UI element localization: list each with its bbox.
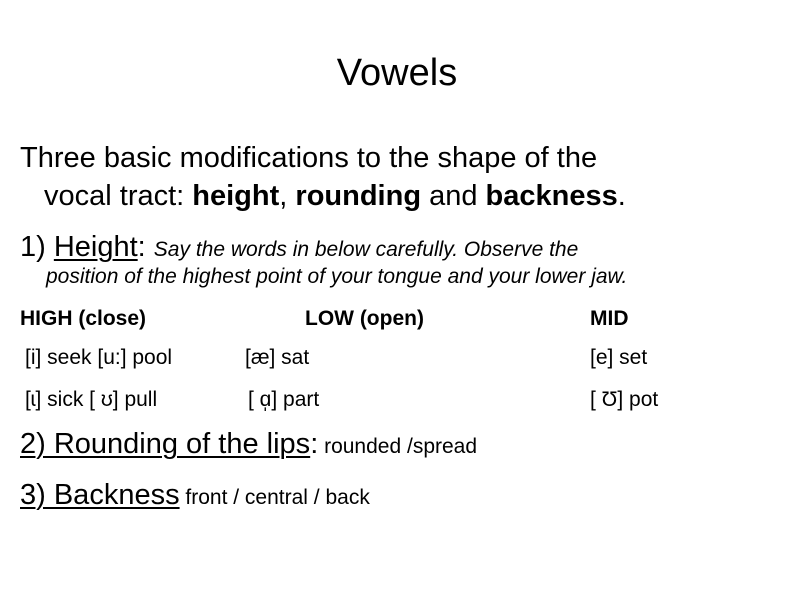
intro-period: . bbox=[617, 180, 626, 212]
section-height-line bbox=[20, 231, 578, 264]
section-backness-line bbox=[20, 479, 370, 512]
intro-line-1: Three basic modifications to the shape of the bbox=[20, 142, 598, 174]
section-rounding-line bbox=[20, 428, 477, 461]
column-header-low: LOW (open) bbox=[305, 307, 424, 330]
section-rounding-colon: : bbox=[310, 428, 319, 460]
section-height-instruction-1: Say the words in below carefully. Observe the bbox=[153, 238, 579, 261]
section-rounding-heading: 2) Rounding of the lips bbox=[20, 428, 311, 460]
term-backness: backness bbox=[485, 180, 618, 212]
intro-line-2 bbox=[44, 180, 626, 213]
section-height-instruction-2: position of the highest point of your tongue and your lower jaw. bbox=[46, 265, 628, 288]
section-backness-heading: 3) Backness bbox=[20, 479, 180, 511]
table-cell-mid-1: [e] set bbox=[590, 346, 648, 369]
table-cell-high-2: [ɩ] sick [ ʊ] pull bbox=[25, 388, 158, 411]
section-height-number: 1) bbox=[20, 231, 54, 263]
column-header-mid: MID bbox=[590, 307, 629, 330]
term-height: height bbox=[192, 180, 280, 212]
term-rounding: rounding bbox=[295, 180, 422, 212]
intro-prefix: vocal tract: bbox=[44, 180, 193, 212]
section-backness-note: front / central / back bbox=[179, 486, 370, 509]
section-height-colon: : bbox=[137, 231, 146, 263]
table-cell-low-2: [ ɑ̩] part bbox=[248, 388, 320, 411]
intro-and: and bbox=[421, 180, 486, 212]
table-cell-low-1: [æ] sat bbox=[245, 346, 310, 369]
column-header-high: HIGH (close) bbox=[20, 307, 147, 330]
section-rounding-note: rounded /spread bbox=[318, 435, 478, 458]
table-cell-mid-2: [ Ʊ] pot bbox=[590, 388, 659, 411]
slide-title: Vowels bbox=[336, 52, 458, 94]
table-cell-high-1: [i] seek [u:] pool bbox=[25, 346, 173, 369]
section-height-heading: Height bbox=[53, 231, 138, 263]
intro-comma: , bbox=[279, 180, 296, 212]
